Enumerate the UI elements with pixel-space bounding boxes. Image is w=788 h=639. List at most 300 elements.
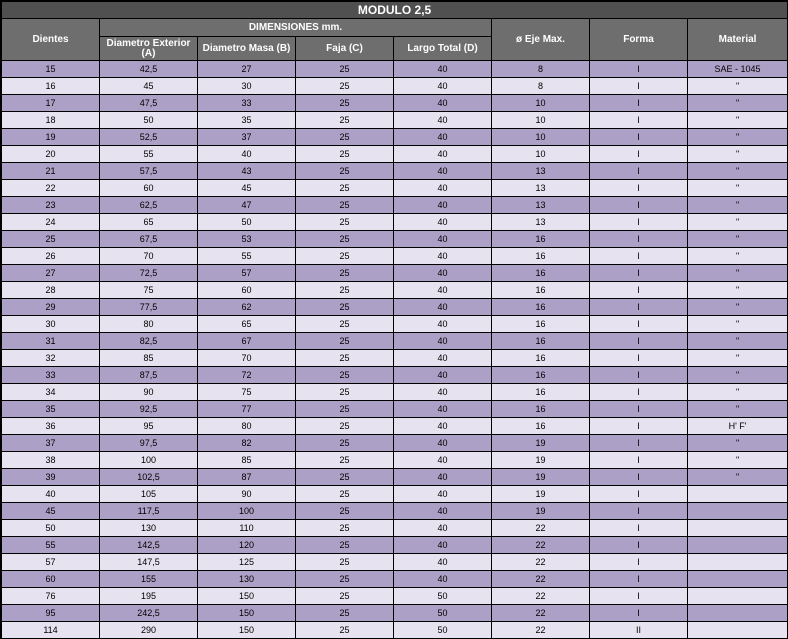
cell-diam-masa: 110	[198, 520, 296, 537]
table-row	[2, 537, 788, 554]
cell-dientes: 24	[2, 214, 100, 231]
header-forma: Forma	[590, 19, 688, 61]
cell-forma: I	[590, 520, 688, 537]
cell-eje: 16	[492, 333, 590, 350]
table-row	[2, 265, 788, 282]
table-row	[2, 452, 788, 469]
cell-largo: 40	[394, 61, 492, 78]
cell-dientes: 45	[2, 503, 100, 520]
cell-diam-masa: 60	[198, 282, 296, 299]
cell-dientes: 31	[2, 333, 100, 350]
cell-material: "	[688, 469, 788, 486]
cell-forma: I	[590, 333, 688, 350]
cell-forma: I	[590, 486, 688, 503]
cell-diam-masa: 65	[198, 316, 296, 333]
cell-material: "	[688, 163, 788, 180]
cell-dientes: 17	[2, 95, 100, 112]
cell-eje: 19	[492, 452, 590, 469]
cell-faja: 25	[296, 469, 394, 486]
cell-material: "	[688, 401, 788, 418]
cell-dientes: 76	[2, 588, 100, 605]
cell-material: "	[688, 231, 788, 248]
cell-faja: 25	[296, 384, 394, 401]
cell-faja: 25	[296, 248, 394, 265]
cell-largo: 40	[394, 435, 492, 452]
cell-diam-ext: 72,5	[100, 265, 198, 282]
cell-eje: 10	[492, 146, 590, 163]
cell-faja: 25	[296, 129, 394, 146]
table-row	[2, 367, 788, 384]
cell-dientes: 60	[2, 571, 100, 588]
table-row	[2, 435, 788, 452]
cell-forma: I	[590, 554, 688, 571]
cell-faja: 25	[296, 554, 394, 571]
cell-diam-ext: 130	[100, 520, 198, 537]
cell-material: "	[688, 316, 788, 333]
cell-diam-masa: 47	[198, 197, 296, 214]
cell-forma: I	[590, 282, 688, 299]
cell-diam-masa: 90	[198, 486, 296, 503]
table-row	[2, 248, 788, 265]
cell-forma: I	[590, 95, 688, 112]
cell-diam-masa: 30	[198, 78, 296, 95]
cell-diam-masa: 77	[198, 401, 296, 418]
table-row	[2, 163, 788, 180]
cell-forma: II	[590, 622, 688, 639]
table-row	[2, 520, 788, 537]
table-row	[2, 588, 788, 605]
cell-largo: 40	[394, 163, 492, 180]
cell-forma: I	[590, 231, 688, 248]
cell-dientes: 57	[2, 554, 100, 571]
cell-largo: 50	[394, 588, 492, 605]
cell-diam-ext: 60	[100, 180, 198, 197]
table-row	[2, 554, 788, 571]
cell-largo: 40	[394, 299, 492, 316]
cell-faja: 25	[296, 299, 394, 316]
cell-dientes: 22	[2, 180, 100, 197]
cell-forma: I	[590, 248, 688, 265]
table-row	[2, 282, 788, 299]
cell-eje: 16	[492, 282, 590, 299]
cell-faja: 25	[296, 197, 394, 214]
table-row	[2, 299, 788, 316]
cell-diam-ext: 142,5	[100, 537, 198, 554]
table-row	[2, 180, 788, 197]
cell-material: "	[688, 435, 788, 452]
cell-eje: 13	[492, 180, 590, 197]
cell-faja: 25	[296, 571, 394, 588]
cell-material	[688, 486, 788, 503]
cell-faja: 25	[296, 112, 394, 129]
cell-eje: 19	[492, 503, 590, 520]
cell-largo: 40	[394, 231, 492, 248]
cell-forma: I	[590, 469, 688, 486]
cell-diam-ext: 85	[100, 350, 198, 367]
cell-diam-masa: 100	[198, 503, 296, 520]
cell-eje: 16	[492, 316, 590, 333]
cell-diam-masa: 62	[198, 299, 296, 316]
cell-material	[688, 537, 788, 554]
cell-diam-masa: 53	[198, 231, 296, 248]
table-row	[2, 214, 788, 231]
table-row	[2, 350, 788, 367]
cell-largo: 50	[394, 622, 492, 639]
cell-eje: 22	[492, 537, 590, 554]
cell-eje: 10	[492, 95, 590, 112]
cell-largo: 40	[394, 452, 492, 469]
cell-material: "	[688, 146, 788, 163]
cell-forma: I	[590, 78, 688, 95]
cell-diam-ext: 82,5	[100, 333, 198, 350]
cell-faja: 25	[296, 452, 394, 469]
cell-faja: 25	[296, 214, 394, 231]
cell-forma: I	[590, 61, 688, 78]
cell-material: "	[688, 367, 788, 384]
cell-diam-masa: 130	[198, 571, 296, 588]
table-row	[2, 197, 788, 214]
cell-forma: I	[590, 129, 688, 146]
cell-eje: 16	[492, 299, 590, 316]
cell-forma: I	[590, 503, 688, 520]
cell-faja: 25	[296, 350, 394, 367]
cell-dientes: 32	[2, 350, 100, 367]
cell-diam-ext: 102,5	[100, 469, 198, 486]
cell-dientes: 18	[2, 112, 100, 129]
cell-dientes: 35	[2, 401, 100, 418]
cell-eje: 16	[492, 367, 590, 384]
cell-largo: 40	[394, 129, 492, 146]
table-row	[2, 503, 788, 520]
cell-diam-ext: 45	[100, 78, 198, 95]
cell-eje: 22	[492, 554, 590, 571]
cell-diam-ext: 155	[100, 571, 198, 588]
cell-faja: 25	[296, 231, 394, 248]
cell-faja: 25	[296, 95, 394, 112]
cell-faja: 25	[296, 588, 394, 605]
cell-faja: 25	[296, 520, 394, 537]
header-diam-masa: Diametro Masa (B)	[198, 37, 296, 61]
cell-diam-masa: 80	[198, 418, 296, 435]
cell-eje: 16	[492, 384, 590, 401]
cell-diam-ext: 42,5	[100, 61, 198, 78]
cell-diam-ext: 55	[100, 146, 198, 163]
cell-diam-masa: 150	[198, 622, 296, 639]
cell-material: "	[688, 282, 788, 299]
cell-material: "	[688, 384, 788, 401]
cell-material: "	[688, 333, 788, 350]
cell-eje: 22	[492, 588, 590, 605]
cell-faja: 25	[296, 333, 394, 350]
cell-diam-masa: 70	[198, 350, 296, 367]
cell-material: "	[688, 452, 788, 469]
cell-diam-ext: 92,5	[100, 401, 198, 418]
cell-diam-ext: 117,5	[100, 503, 198, 520]
cell-material	[688, 588, 788, 605]
cell-dientes: 23	[2, 197, 100, 214]
table-row	[2, 129, 788, 146]
cell-eje: 19	[492, 469, 590, 486]
cell-eje: 16	[492, 265, 590, 282]
table-row	[2, 146, 788, 163]
cell-diam-ext: 290	[100, 622, 198, 639]
cell-diam-masa: 82	[198, 435, 296, 452]
cell-diam-ext: 67,5	[100, 231, 198, 248]
cell-largo: 40	[394, 95, 492, 112]
cell-dientes: 30	[2, 316, 100, 333]
cell-eje: 16	[492, 231, 590, 248]
cell-forma: I	[590, 112, 688, 129]
cell-eje: 22	[492, 622, 590, 639]
cell-diam-masa: 125	[198, 554, 296, 571]
cell-faja: 25	[296, 435, 394, 452]
cell-material	[688, 571, 788, 588]
cell-faja: 25	[296, 61, 394, 78]
cell-eje: 13	[492, 197, 590, 214]
cell-diam-masa: 67	[198, 333, 296, 350]
cell-diam-ext: 57,5	[100, 163, 198, 180]
cell-diam-ext: 62,5	[100, 197, 198, 214]
cell-forma: I	[590, 163, 688, 180]
cell-material: H' F'	[688, 418, 788, 435]
cell-eje: 19	[492, 435, 590, 452]
cell-dientes: 26	[2, 248, 100, 265]
table-row	[2, 605, 788, 622]
cell-diam-ext: 97,5	[100, 435, 198, 452]
cell-dientes: 36	[2, 418, 100, 435]
cell-largo: 40	[394, 78, 492, 95]
cell-forma: I	[590, 367, 688, 384]
cell-faja: 25	[296, 622, 394, 639]
cell-faja: 25	[296, 537, 394, 554]
cell-material: "	[688, 180, 788, 197]
cell-largo: 40	[394, 316, 492, 333]
cell-eje: 22	[492, 571, 590, 588]
header-dimensiones: DIMENSIONES mm.	[100, 19, 492, 37]
cell-faja: 25	[296, 180, 394, 197]
cell-diam-ext: 80	[100, 316, 198, 333]
cell-faja: 25	[296, 282, 394, 299]
cell-dientes: 114	[2, 622, 100, 639]
cell-forma: I	[590, 265, 688, 282]
cell-material: "	[688, 214, 788, 231]
table-title: MODULO 2,5	[2, 2, 788, 19]
cell-eje: 8	[492, 78, 590, 95]
cell-dientes: 38	[2, 452, 100, 469]
cell-diam-ext: 75	[100, 282, 198, 299]
cell-diam-masa: 35	[198, 112, 296, 129]
cell-diam-masa: 45	[198, 180, 296, 197]
cell-dientes: 25	[2, 231, 100, 248]
cell-largo: 40	[394, 469, 492, 486]
cell-largo: 50	[394, 605, 492, 622]
cell-material: "	[688, 197, 788, 214]
cell-largo: 40	[394, 350, 492, 367]
table-row	[2, 61, 788, 78]
cell-forma: I	[590, 401, 688, 418]
cell-largo: 40	[394, 503, 492, 520]
cell-dientes: 95	[2, 605, 100, 622]
cell-material: "	[688, 265, 788, 282]
cell-largo: 40	[394, 265, 492, 282]
cell-dientes: 20	[2, 146, 100, 163]
table-row	[2, 78, 788, 95]
table-row	[2, 622, 788, 639]
table-row	[2, 231, 788, 248]
cell-diam-masa: 150	[198, 605, 296, 622]
table-row	[2, 95, 788, 112]
cell-forma: I	[590, 180, 688, 197]
cell-eje: 10	[492, 129, 590, 146]
cell-material: "	[688, 350, 788, 367]
cell-dientes: 39	[2, 469, 100, 486]
cell-forma: I	[590, 384, 688, 401]
table-body	[2, 61, 788, 639]
cell-eje: 16	[492, 248, 590, 265]
cell-diam-ext: 90	[100, 384, 198, 401]
header-dientes: Dientes	[2, 19, 100, 61]
table-row	[2, 384, 788, 401]
cell-diam-ext: 77,5	[100, 299, 198, 316]
cell-eje: 13	[492, 163, 590, 180]
cell-eje: 13	[492, 214, 590, 231]
cell-material	[688, 605, 788, 622]
cell-eje: 10	[492, 112, 590, 129]
cell-eje: 16	[492, 418, 590, 435]
table-row	[2, 112, 788, 129]
header-eje: ø Eje Max.	[492, 19, 590, 61]
cell-faja: 25	[296, 163, 394, 180]
cell-eje: 19	[492, 486, 590, 503]
cell-faja: 25	[296, 503, 394, 520]
cell-largo: 40	[394, 197, 492, 214]
table-row	[2, 486, 788, 503]
cell-largo: 40	[394, 180, 492, 197]
header-material: Material	[688, 19, 788, 61]
cell-diam-masa: 50	[198, 214, 296, 231]
cell-material: SAE - 1045	[688, 61, 788, 78]
cell-dientes: 40	[2, 486, 100, 503]
cell-forma: I	[590, 605, 688, 622]
cell-material	[688, 520, 788, 537]
cell-diam-ext: 195	[100, 588, 198, 605]
cell-largo: 40	[394, 214, 492, 231]
cell-eje: 16	[492, 401, 590, 418]
cell-diam-masa: 57	[198, 265, 296, 282]
cell-diam-masa: 43	[198, 163, 296, 180]
cell-diam-masa: 33	[198, 95, 296, 112]
cell-diam-masa: 120	[198, 537, 296, 554]
cell-faja: 25	[296, 146, 394, 163]
header-faja: Faja (C)	[296, 37, 394, 61]
cell-material: "	[688, 95, 788, 112]
cell-diam-masa: 72	[198, 367, 296, 384]
table-row	[2, 469, 788, 486]
cell-dientes: 16	[2, 78, 100, 95]
cell-dientes: 27	[2, 265, 100, 282]
cell-largo: 40	[394, 520, 492, 537]
cell-diam-ext: 52,5	[100, 129, 198, 146]
table-row	[2, 316, 788, 333]
cell-largo: 40	[394, 418, 492, 435]
cell-diam-ext: 95	[100, 418, 198, 435]
cell-diam-masa: 55	[198, 248, 296, 265]
cell-forma: I	[590, 197, 688, 214]
cell-largo: 40	[394, 112, 492, 129]
cell-forma: I	[590, 316, 688, 333]
table-row	[2, 401, 788, 418]
table-row	[2, 333, 788, 350]
cell-eje: 22	[492, 520, 590, 537]
cell-diam-ext: 105	[100, 486, 198, 503]
cell-diam-ext: 147,5	[100, 554, 198, 571]
cell-material: "	[688, 112, 788, 129]
cell-diam-ext: 70	[100, 248, 198, 265]
cell-material	[688, 622, 788, 639]
cell-dientes: 55	[2, 537, 100, 554]
table-row	[2, 418, 788, 435]
cell-dientes: 33	[2, 367, 100, 384]
cell-material: "	[688, 78, 788, 95]
cell-faja: 25	[296, 418, 394, 435]
cell-largo: 40	[394, 401, 492, 418]
cell-dientes: 28	[2, 282, 100, 299]
cell-forma: I	[590, 537, 688, 554]
cell-eje: 16	[492, 350, 590, 367]
cell-diam-masa: 27	[198, 61, 296, 78]
cell-diam-ext: 100	[100, 452, 198, 469]
cell-largo: 40	[394, 248, 492, 265]
cell-diam-masa: 87	[198, 469, 296, 486]
cell-faja: 25	[296, 605, 394, 622]
cell-largo: 40	[394, 333, 492, 350]
cell-material	[688, 554, 788, 571]
table-row	[2, 571, 788, 588]
cell-diam-ext: 65	[100, 214, 198, 231]
header-largo: Largo Total (D)	[394, 37, 492, 61]
cell-largo: 40	[394, 554, 492, 571]
cell-material: "	[688, 299, 788, 316]
cell-largo: 40	[394, 537, 492, 554]
cell-dientes: 50	[2, 520, 100, 537]
gear-spec-table	[1, 1, 788, 639]
cell-forma: I	[590, 299, 688, 316]
cell-diam-ext: 47,5	[100, 95, 198, 112]
cell-forma: I	[590, 452, 688, 469]
cell-faja: 25	[296, 78, 394, 95]
cell-diam-ext: 242,5	[100, 605, 198, 622]
cell-diam-masa: 75	[198, 384, 296, 401]
cell-diam-ext: 87,5	[100, 367, 198, 384]
cell-material: "	[688, 248, 788, 265]
cell-dientes: 37	[2, 435, 100, 452]
cell-diam-masa: 85	[198, 452, 296, 469]
cell-diam-masa: 37	[198, 129, 296, 146]
cell-faja: 25	[296, 401, 394, 418]
cell-eje: 22	[492, 605, 590, 622]
cell-dientes: 19	[2, 129, 100, 146]
cell-faja: 25	[296, 367, 394, 384]
cell-dientes: 29	[2, 299, 100, 316]
cell-faja: 25	[296, 486, 394, 503]
cell-largo: 40	[394, 146, 492, 163]
cell-largo: 40	[394, 486, 492, 503]
cell-material	[688, 503, 788, 520]
cell-dientes: 15	[2, 61, 100, 78]
cell-forma: I	[590, 588, 688, 605]
cell-diam-ext: 50	[100, 112, 198, 129]
cell-largo: 40	[394, 282, 492, 299]
